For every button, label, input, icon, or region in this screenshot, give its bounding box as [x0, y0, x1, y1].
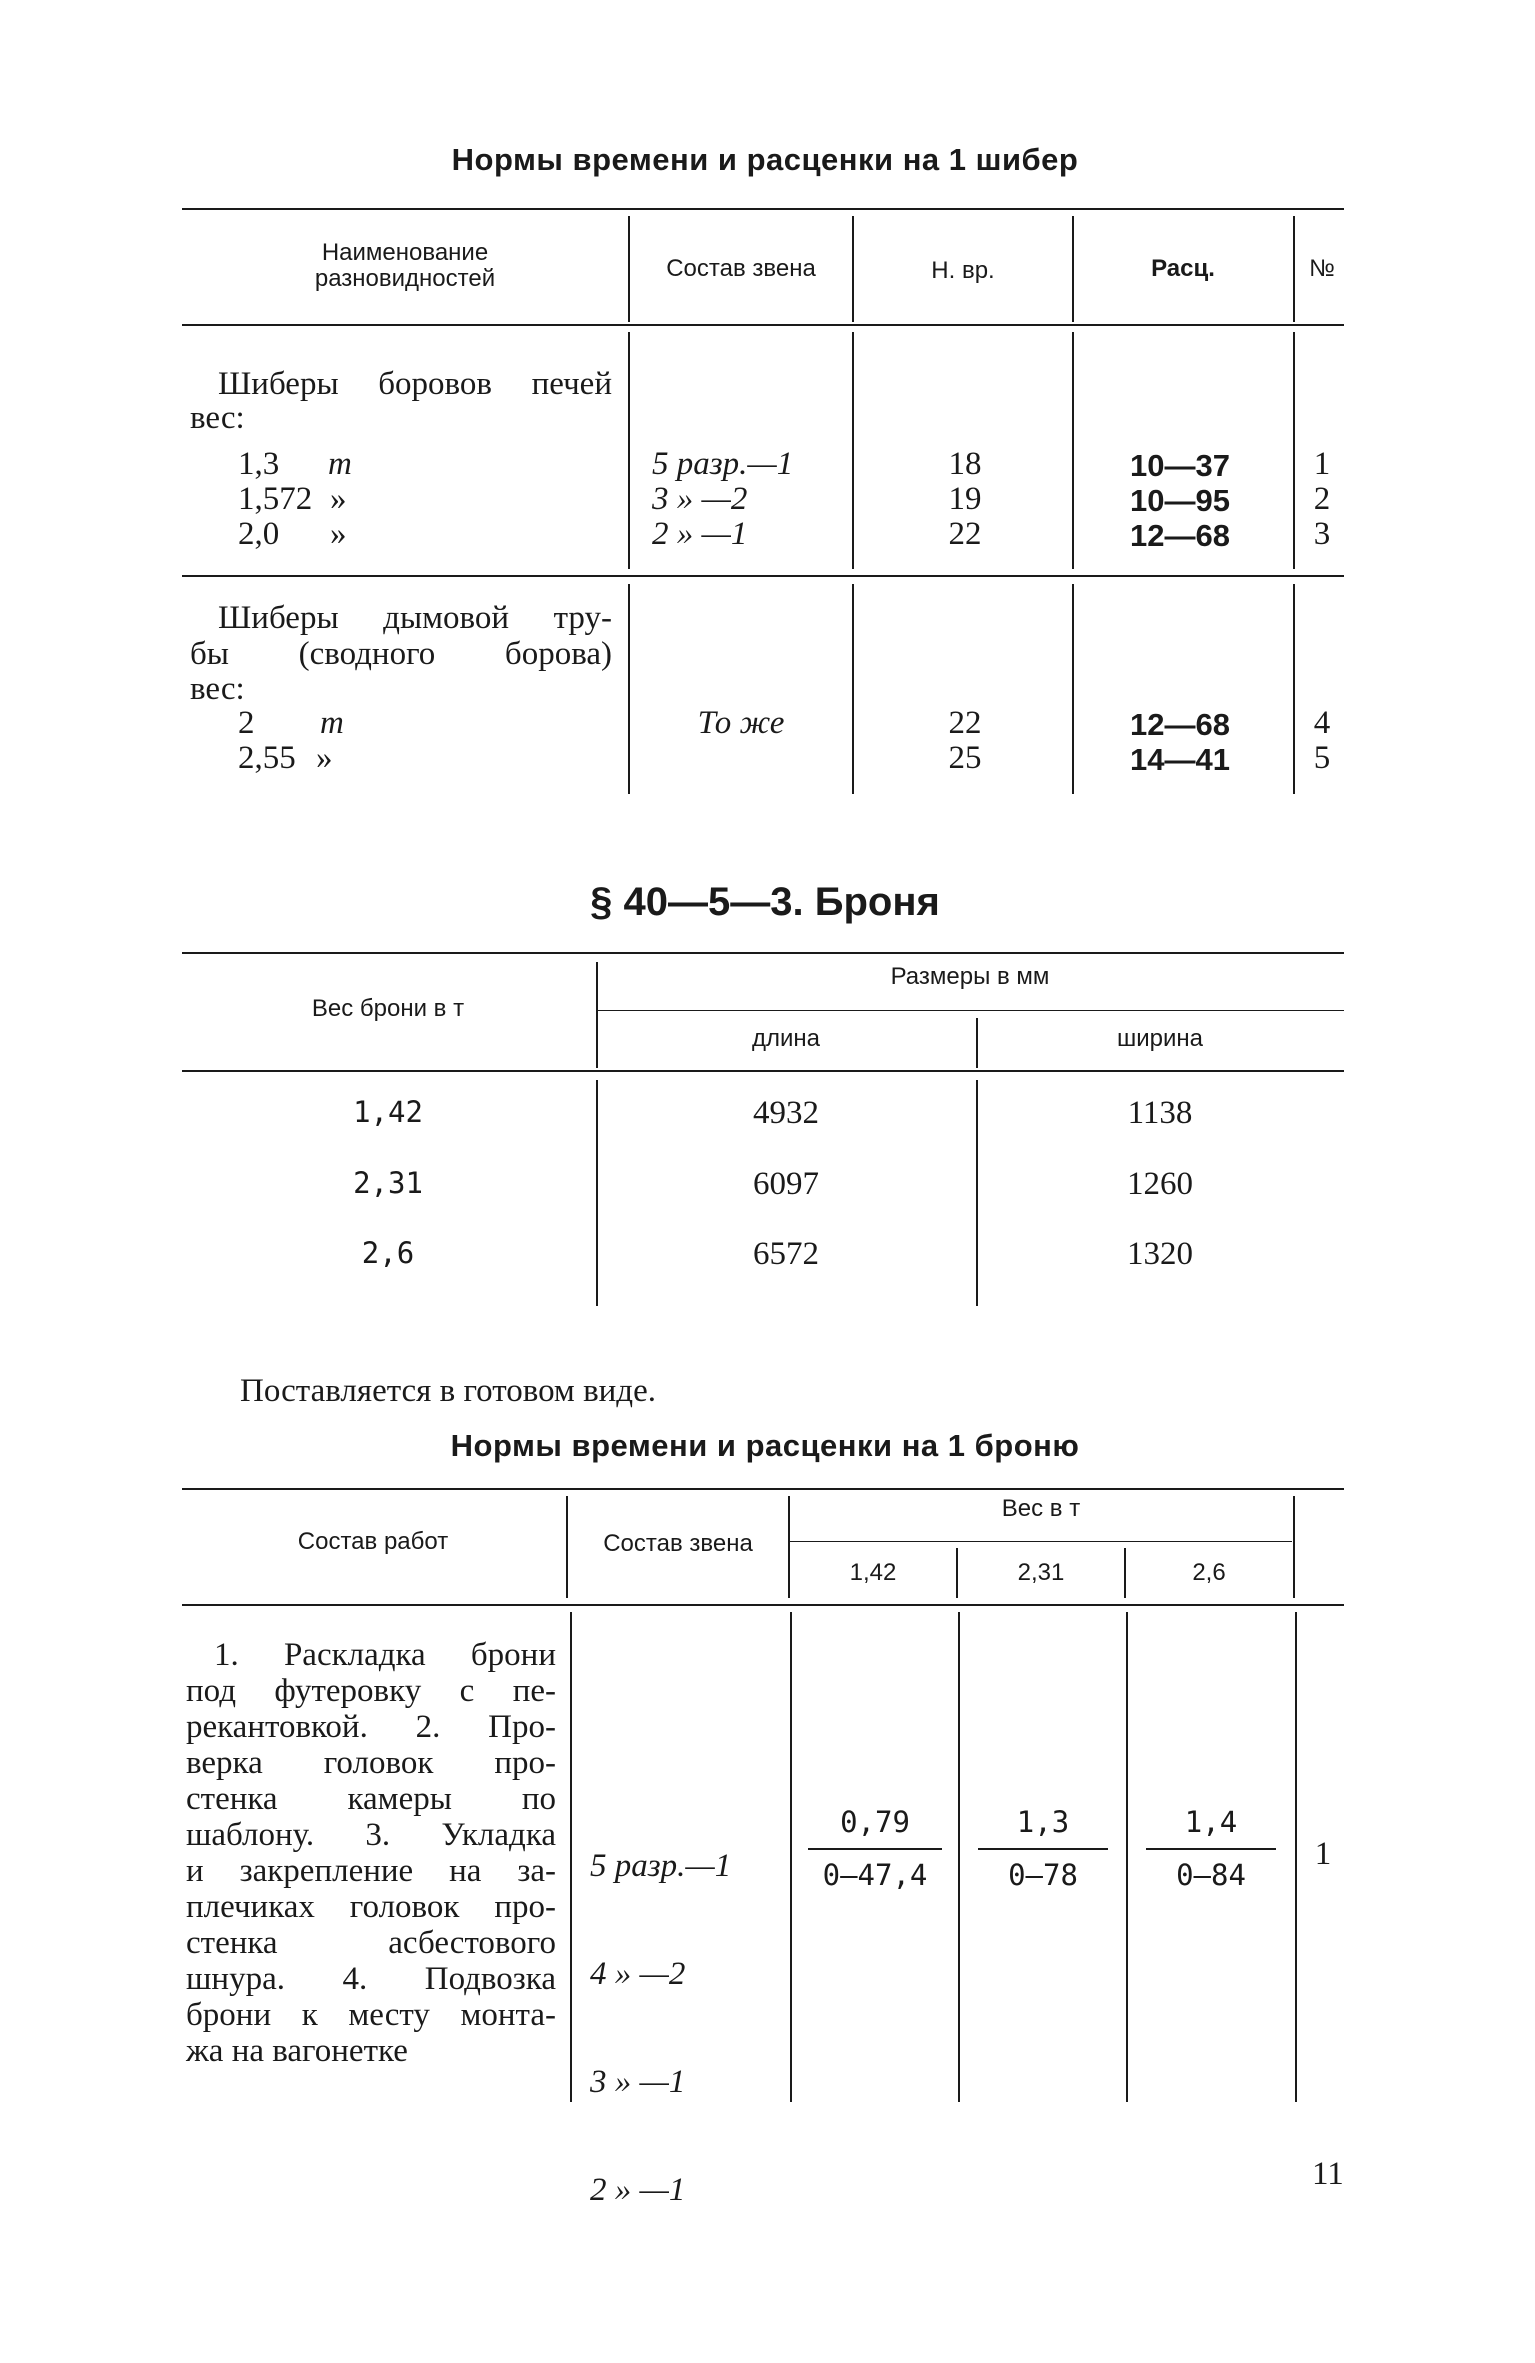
table2-vline — [596, 1080, 598, 1306]
table1-vline — [1293, 584, 1295, 794]
t3-w3-rate: 0—84 — [1176, 1858, 1246, 1892]
table3-vline — [956, 1548, 958, 1598]
table3-vline — [1293, 1496, 1295, 1598]
table2-vline — [976, 1018, 978, 1068]
table1-vline — [1293, 332, 1295, 569]
g1-row3-weight: 2,0 — [238, 516, 280, 552]
g1-row3-unit: » — [330, 516, 347, 552]
g2-row2-no: 5 — [1313, 740, 1331, 776]
g1-row3-crew: 2 » —1 — [652, 516, 748, 552]
table1-vline — [1072, 584, 1074, 794]
header-name-line1: Наименование — [321, 239, 489, 266]
t2-row1-weight: 1,42 — [353, 1095, 423, 1129]
g1-row2-unit: » — [330, 481, 347, 517]
table2-top-rule — [182, 952, 1344, 954]
table3-vline — [1124, 1548, 1126, 1598]
work-line: рекантовкой. 2. Про- — [186, 1709, 556, 1745]
t3-w1-fraction-bar — [808, 1848, 942, 1850]
work-line: верка головок про- — [186, 1745, 556, 1781]
group2-title-line1-wrap — [218, 600, 612, 636]
g1-row1-no: 1 — [1313, 446, 1331, 482]
g2-row1-unit: т — [320, 705, 344, 741]
t3-header-w2: 2,31 — [1017, 1559, 1065, 1586]
table3-vline — [1126, 1612, 1128, 2102]
g2-row2-unit: » — [316, 740, 333, 776]
t2-row2-width: 1260 — [1127, 1166, 1193, 1202]
g2-row2-time: 25 — [948, 740, 982, 776]
table1-vline — [852, 584, 854, 794]
table3-top-rule — [182, 1488, 1344, 1490]
work-line: плечиках головок про- — [186, 1889, 556, 1925]
t3-w2-rate: 0—78 — [1008, 1858, 1078, 1892]
g1-row1-rate: 10—37 — [1130, 448, 1230, 483]
header-time: Н. вр. — [931, 257, 995, 284]
t2-row1-width: 1138 — [1127, 1095, 1193, 1131]
g2-row1-no: 4 — [1313, 705, 1331, 741]
table3-vline — [570, 1612, 572, 2102]
g1-row2-rate: 10—95 — [1130, 483, 1230, 518]
table1-vline — [628, 332, 630, 569]
table1-vline — [628, 584, 630, 794]
t3-header-crew: Состав звена — [603, 1530, 753, 1557]
table2-vline — [976, 1080, 978, 1306]
table1-vline — [1293, 216, 1295, 322]
t2-row3-weight: 2,6 — [361, 1236, 415, 1270]
g2-row1-time: 22 — [948, 705, 982, 741]
table2-vline — [596, 962, 598, 1068]
t2-header-weight: Вес брони в т — [311, 995, 465, 1022]
t3-header-w3: 2,6 — [1192, 1559, 1226, 1586]
g1-row1-time: 18 — [948, 446, 982, 482]
group2-title-line2: бы (сводного борова) — [190, 636, 612, 672]
g1-row2-time: 19 — [948, 481, 982, 517]
t3-crew-line: 3 » —1 — [590, 2064, 686, 2100]
table1-vline — [852, 216, 854, 322]
group2-title-line3: вес: — [190, 671, 245, 707]
header-name — [190, 240, 620, 292]
table2-dims-rule — [598, 1010, 1344, 1011]
table3-title: Нормы времени и расценки на 1 броню — [450, 1428, 1080, 1463]
g1-row1-unit: т — [328, 446, 352, 482]
work-line: стенка камеры по — [186, 1781, 556, 1817]
g2-row2-rate: 14—41 — [1130, 742, 1230, 777]
table3-vline — [788, 1496, 790, 1598]
t2-row1-length: 4932 — [753, 1095, 819, 1131]
table1-title: Нормы времени и расценки на 1 шибер — [451, 142, 1079, 177]
t2-row2-weight: 2,31 — [353, 1166, 423, 1200]
t2-header-length: длина — [751, 1025, 820, 1052]
group1-title-line1: Шиберы боровов печей — [218, 366, 612, 402]
work-line: под футеровку с пе- — [186, 1673, 556, 1709]
t3-no: 1 — [1314, 1836, 1332, 1872]
t2-header-dims: Размеры в мм — [890, 963, 1050, 990]
g1-row2-crew: 3 » —2 — [652, 481, 748, 517]
table1-vline — [852, 332, 854, 569]
t3-header-w1: 1,42 — [849, 1559, 897, 1586]
table2-header-rule — [182, 1070, 1344, 1072]
t3-w3-fraction-bar — [1146, 1848, 1276, 1850]
t2-header-width: ширина — [1116, 1025, 1203, 1052]
work-description — [186, 1637, 556, 2069]
table3-vline — [958, 1612, 960, 2102]
g2-row2-weight: 2,55 — [238, 740, 296, 776]
g1-row1-crew: 5 разр.—1 — [652, 446, 794, 482]
t2-row3-width: 1320 — [1127, 1236, 1193, 1272]
header-name-line2: разновидностей — [314, 265, 496, 292]
header-crew: Состав звена — [666, 255, 816, 282]
t3-crew-line: 4 » —2 — [590, 1956, 686, 1992]
work-line: стенка асбестового — [186, 1925, 556, 1961]
table1-top-rule — [182, 208, 1344, 210]
t3-crew — [590, 1776, 731, 2244]
work-line: шаблону. 3. Укладка — [186, 1817, 556, 1853]
t3-header-work: Состав работ — [297, 1528, 449, 1555]
g1-row3-rate: 12—68 — [1130, 518, 1230, 553]
group1-title-line2: вес: — [190, 400, 245, 436]
page-number: 11 — [1312, 2156, 1344, 2192]
t2-row3-length: 6572 — [753, 1236, 819, 1272]
t3-header-weight: Вес в т — [1001, 1495, 1081, 1522]
work-line: и закрепление на за- — [186, 1853, 556, 1889]
t3-w1-rate: 0—47,4 — [822, 1858, 928, 1892]
t3-w2-time: 1,3 — [1016, 1805, 1070, 1839]
g1-row3-time: 22 — [948, 516, 982, 552]
work-line: жа на вагонетке — [186, 2033, 408, 2069]
t3-w2-fraction-bar — [978, 1848, 1108, 1850]
g2-crew: То же — [697, 705, 785, 741]
supply-note: Поставляется в готовом виде. — [240, 1373, 656, 1409]
table3-weight-rule — [790, 1541, 1292, 1542]
t3-w1-time: 0,79 — [840, 1805, 910, 1839]
table1-header-rule — [182, 324, 1344, 326]
g1-row3-no: 3 — [1313, 516, 1331, 552]
group2-title-line2-wrap — [190, 636, 612, 672]
g2-row1-rate: 12—68 — [1130, 707, 1230, 742]
work-line: 1. Раскладка брони — [214, 1637, 556, 1673]
t3-crew-line: 5 разр.—1 — [590, 1848, 732, 1884]
work-line: брони к месту монта- — [186, 1997, 556, 2033]
g2-row1-weight: 2 — [238, 705, 255, 741]
table3-vline — [790, 1612, 792, 2102]
header-no: № — [1309, 255, 1335, 282]
table3-vline — [1295, 1612, 1297, 2102]
table1-vline — [628, 216, 630, 322]
group2-title-line1: Шиберы дымовой тру- — [218, 600, 612, 636]
table1-group-rule — [182, 575, 1344, 577]
header-rate: Расц. — [1151, 255, 1215, 282]
table3-vline — [566, 1496, 568, 1598]
work-line: шнура. 4. Подвозка — [186, 1961, 556, 1997]
g1-row2-weight: 1,572 — [238, 481, 313, 517]
table1-vline — [1072, 216, 1074, 322]
table3-header-rule — [182, 1604, 1344, 1606]
t3-crew-line: 2 » —1 — [590, 2172, 686, 2208]
g1-row1-weight: 1,3 — [238, 446, 280, 482]
group1-title — [218, 366, 612, 402]
g1-row2-no: 2 — [1313, 481, 1331, 517]
table1-vline — [1072, 332, 1074, 569]
section-title: § 40—5—3. Броня — [590, 880, 940, 924]
t3-w3-time: 1,4 — [1184, 1805, 1238, 1839]
t2-row2-length: 6097 — [753, 1166, 819, 1202]
